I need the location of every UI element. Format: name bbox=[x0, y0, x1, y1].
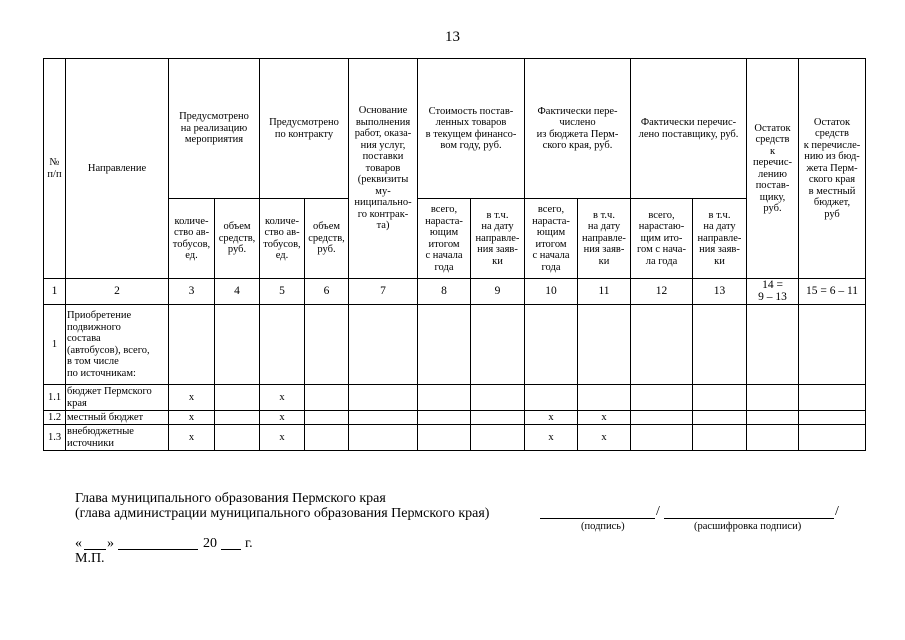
table-cell bbox=[525, 305, 578, 385]
table-cell bbox=[799, 305, 866, 385]
table-cell bbox=[799, 411, 866, 425]
separator-slash: / bbox=[656, 504, 660, 519]
date-close-quote: » bbox=[107, 536, 114, 551]
table-cell bbox=[349, 411, 418, 425]
col-number: 13 bbox=[693, 279, 747, 305]
table-cell bbox=[305, 385, 349, 411]
subheader-by-date: в т.ч. на дату направле- ния заяв- ки bbox=[578, 199, 631, 279]
subheader-qty: количе- ство ав- тобусов, ед. bbox=[169, 199, 215, 279]
table-cell bbox=[631, 425, 693, 451]
stamp-label: М.П. bbox=[75, 551, 105, 566]
col-number: 5 bbox=[260, 279, 305, 305]
subheader-amount: объем средств, руб. bbox=[215, 199, 260, 279]
table-cell bbox=[693, 385, 747, 411]
row-num: 1.2 bbox=[44, 411, 66, 425]
report-table bbox=[43, 58, 866, 451]
col-number: 10 bbox=[525, 279, 578, 305]
separator-slash: / bbox=[835, 504, 839, 519]
table-cell bbox=[215, 425, 260, 451]
table-cell bbox=[215, 411, 260, 425]
table-cell: x bbox=[169, 425, 215, 451]
row-name: внебюджетные источники bbox=[66, 425, 169, 451]
subheader-qty: количе- ство ав- тобусов, ед. bbox=[260, 199, 305, 279]
table-cell: x bbox=[525, 411, 578, 425]
table-cell bbox=[418, 305, 471, 385]
col-number: 3 bbox=[169, 279, 215, 305]
header-num: № п/п bbox=[44, 59, 66, 279]
table-cell: x bbox=[525, 425, 578, 451]
subheader-amount: объем средств, руб. bbox=[305, 199, 349, 279]
table-cell bbox=[418, 411, 471, 425]
header-planned-contract: Предусмотрено по контракту bbox=[260, 59, 349, 199]
header-transferred-budget: Фактически пере- числено из бюджета Перм- ского края, руб. bbox=[525, 59, 631, 199]
table-cell bbox=[418, 425, 471, 451]
table-cell bbox=[418, 385, 471, 411]
table-cell bbox=[471, 425, 525, 451]
table-cell bbox=[215, 305, 260, 385]
table-row bbox=[44, 411, 866, 425]
col-number: 6 bbox=[305, 279, 349, 305]
col-number: 14 = 9 – 13 bbox=[747, 279, 799, 305]
table-cell bbox=[693, 305, 747, 385]
subheader-total: всего, нараста- ющим итогом с начала года bbox=[418, 199, 471, 279]
month-line bbox=[118, 549, 198, 550]
signatory-title: Глава муниципального образования Пермского края bbox=[75, 491, 386, 506]
table-cell bbox=[349, 425, 418, 451]
table-cell bbox=[747, 411, 799, 425]
year-prefix: 20 bbox=[203, 536, 217, 551]
table-cell bbox=[799, 425, 866, 451]
decode-caption: (расшифровка подписи) bbox=[694, 521, 802, 532]
table-cell bbox=[349, 305, 418, 385]
table-cell bbox=[471, 411, 525, 425]
subheader-total-supplier: всего, нарастаю- щим ито- гом с нача- ла года bbox=[631, 199, 693, 279]
table-cell bbox=[525, 385, 578, 411]
date-open-quote: « bbox=[75, 536, 82, 551]
col-number: 9 bbox=[471, 279, 525, 305]
subheader-by-date: в т.ч. на дату направле- ния заяв- ки bbox=[471, 199, 525, 279]
table-cell bbox=[693, 411, 747, 425]
table-row bbox=[44, 385, 866, 411]
signatory-subtitle: (глава администрации муниципального образования Пермского края) bbox=[75, 506, 490, 521]
table-cell bbox=[349, 385, 418, 411]
col-number: 1 bbox=[44, 279, 66, 305]
table-cell bbox=[169, 305, 215, 385]
table-cell bbox=[693, 425, 747, 451]
row-name: бюджет Пермского края bbox=[66, 385, 169, 411]
header-balance-supplier: Остаток средств к перечис- лению постав- щику, руб. bbox=[747, 59, 799, 279]
table-cell: x bbox=[578, 425, 631, 451]
table-cell bbox=[578, 385, 631, 411]
table-cell: x bbox=[169, 385, 215, 411]
year-suffix: г. bbox=[245, 536, 253, 551]
row-num: 1.1 bbox=[44, 385, 66, 411]
table-row bbox=[44, 425, 866, 451]
table-cell: x bbox=[169, 411, 215, 425]
table-cell bbox=[471, 385, 525, 411]
table-cell: x bbox=[260, 411, 305, 425]
header-direction: Направление bbox=[66, 59, 169, 279]
col-number: 11 bbox=[578, 279, 631, 305]
table-cell: x bbox=[260, 385, 305, 411]
col-number: 7 bbox=[349, 279, 418, 305]
row-name: Приобретение подвижного состава (автобусов), всего, в том числе по источникам: bbox=[66, 305, 169, 385]
table-cell bbox=[471, 305, 525, 385]
table-cell: x bbox=[578, 411, 631, 425]
table-cell bbox=[747, 425, 799, 451]
header-balance-budget: Остаток средств к перечисле- нию из бюд- жета Перм- ского края в местный бюджет, руб bbox=[799, 59, 866, 279]
table-cell bbox=[578, 305, 631, 385]
column-numbers-row bbox=[44, 279, 866, 305]
col-number: 4 bbox=[215, 279, 260, 305]
table-cell bbox=[305, 425, 349, 451]
year-line bbox=[221, 549, 241, 550]
col-number: 12 bbox=[631, 279, 693, 305]
signature-line bbox=[540, 518, 655, 519]
page-number: 13 bbox=[445, 29, 460, 45]
header-planned-event: Предусмотрено на реализацию мероприятия bbox=[169, 59, 260, 199]
day-line bbox=[84, 549, 106, 550]
col-number: 8 bbox=[418, 279, 471, 305]
header-basis: Основание выполнения работ, оказа- ния услуг, поставки товаров (реквизиты му- ниципально- го контрак- та) bbox=[349, 59, 418, 279]
signature-caption: (подпись) bbox=[581, 521, 625, 532]
table-cell bbox=[631, 305, 693, 385]
subheader-total: всего, нараста- ющим итогом с начала года bbox=[525, 199, 578, 279]
row-name: местный бюджет bbox=[66, 411, 169, 425]
table-cell bbox=[215, 385, 260, 411]
table-cell bbox=[747, 305, 799, 385]
row-num: 1.3 bbox=[44, 425, 66, 451]
header-transferred-supplier: Фактически перечис- лено поставщику, руб. bbox=[631, 59, 747, 199]
table-cell bbox=[305, 305, 349, 385]
table-cell bbox=[631, 385, 693, 411]
decode-line bbox=[664, 518, 834, 519]
table-cell bbox=[799, 385, 866, 411]
subheader-by-date: в т.ч. на дату направле- ния заяв- ки bbox=[693, 199, 747, 279]
table-cell bbox=[631, 411, 693, 425]
col-number: 2 bbox=[66, 279, 169, 305]
table-cell bbox=[305, 411, 349, 425]
table-cell bbox=[260, 305, 305, 385]
header-cost: Стоимость постав- ленных товаров в текущем финансо- вом году, руб. bbox=[418, 59, 525, 199]
table-row bbox=[44, 305, 866, 385]
row-num: 1 bbox=[44, 305, 66, 385]
table-cell: x bbox=[260, 425, 305, 451]
col-number: 15 = 6 – 11 bbox=[799, 279, 866, 305]
table-cell bbox=[747, 385, 799, 411]
